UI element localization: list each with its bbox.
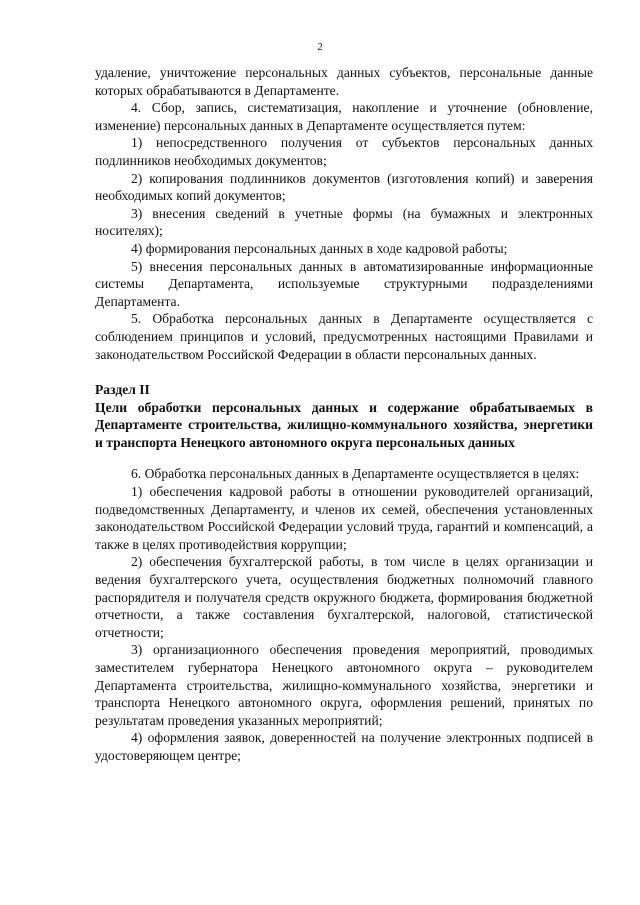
list-item-6-4: 4) оформления заявок, доверенностей на получение электронных подписей в удостоверяющем центре;: [95, 730, 593, 763]
list-item-6-2: 2) обеспечения бухгалтерской работы, в том числе в целях организации и ведения бухгалтерского учета, осуществления бюджетных полномочий главного распорядителя и получателя средств окружного бюджета, формирования бюджетной отчетности, а также составления бухгалтерской, налоговой, статистической отчетности;: [95, 554, 593, 640]
list-item-6-1: 1) обеспечения кадровой работы в отношении руководителей организаций, подведомственных Департаменту, и членов их семей, обеспечения установленных законодательством Российской Федерации условий труда, гарантий и компенсаций, а также в целях противодействия коррупции;: [95, 484, 593, 552]
section-title: Цели обработки персональных данных и содержание обрабатываемых в Департаменте строительства, жилищно-коммунального хозяйства, энергетики и транспорта Ненецкого автономного округа персональных данных: [95, 399, 593, 450]
paragraph-continuation: удаление, уничтожение персональных данных субъектов, персональные данные которых обрабатываются в Департаменте.: [95, 65, 593, 98]
list-item-4-3: 3) внесения сведений в учетные формы (на бумажных и электронных носителях);: [95, 205, 593, 239]
list-item-4-5: 5) внесения персональных данных в автоматизированные информационные системы Департамента, используемые структурными подразделениями Департамента.: [95, 258, 593, 309]
list-item-6-3: 3) организационного обеспечения проведения мероприятий, проводимых заместителем губернатора Ненецкого автономного округа – руководителем Департамента строительства, жилищно-коммунального хозяйства, энергетики и транспорта Ненецкого автономного округа, оформления решений, принятых по результатам проведения указанных мероприятий;: [95, 642, 593, 728]
list-item-4-2: 2) копирования подлинников документов (изготовления копий) и заверения необходимых копий документов;: [95, 170, 593, 204]
list-item-4-1: 1) непосредственного получения от субъектов персональных данных подлинников необходимых документов;: [95, 135, 593, 168]
paragraph-6: 6. Обработка персональных данных в Департаменте осуществляется в целях:: [131, 466, 580, 482]
paragraph-4: 4. Сбор, запись, систематизация, накопление и уточнение (обновление, изменение) персональных данных в Департаменте осуществляется путем:: [95, 100, 593, 133]
list-item-4-4: 4) формирования персональных данных в ходе кадровой работы;: [131, 240, 508, 256]
page-number: 2: [317, 41, 323, 53]
section-label: Раздел II: [95, 382, 150, 398]
document-body: [95, 64, 593, 765]
paragraph-5: 5. Обработка персональных данных в Департаменте осуществляется с соблюдением принципов и условий, предусмотренных настоящими Правилами и законодательством Российской Федерации в области персональных данных.: [95, 311, 593, 362]
